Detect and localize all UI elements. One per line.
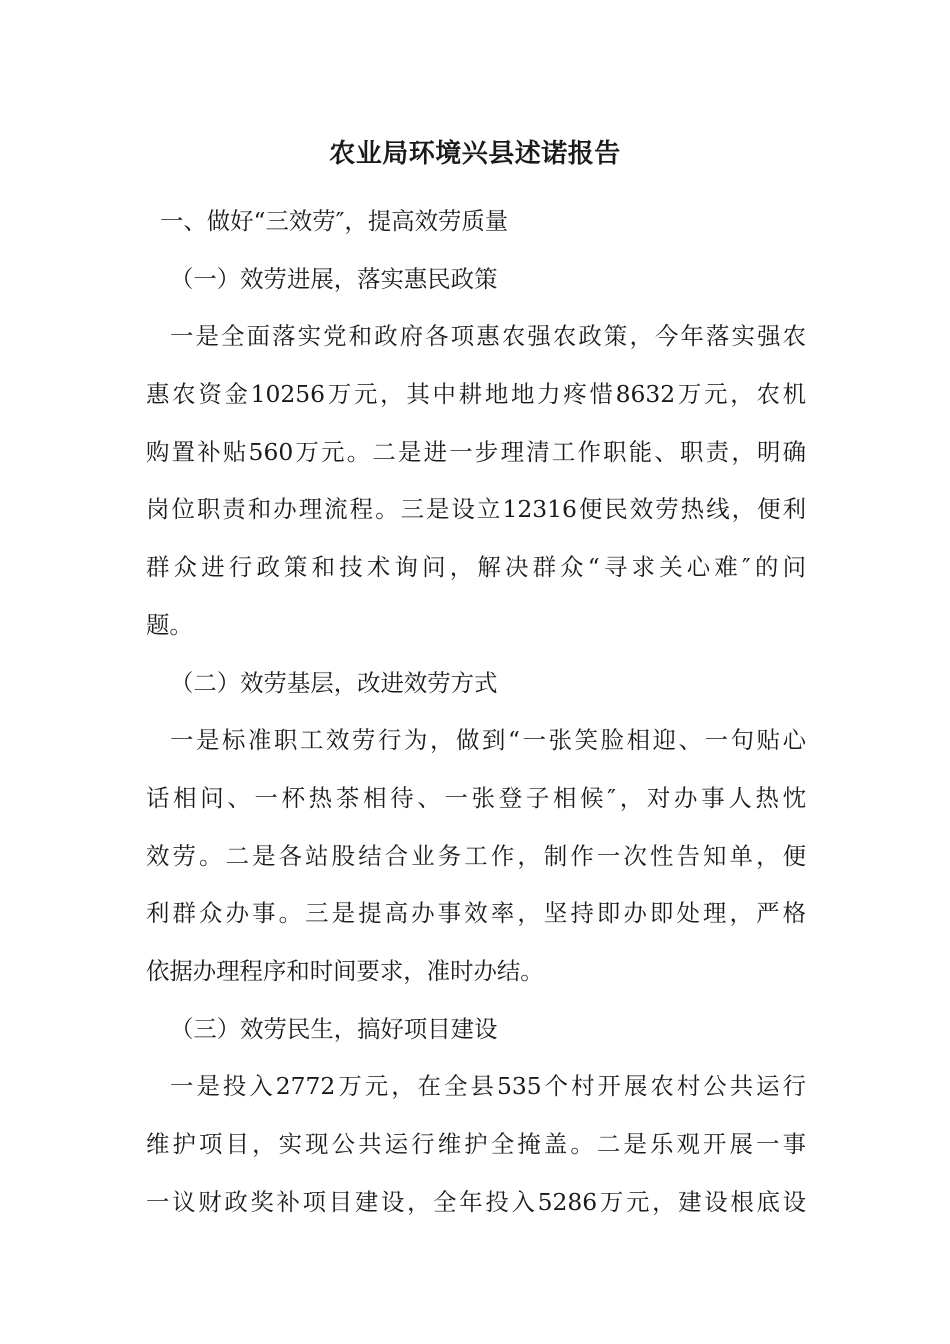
paragraph-line: 一是标准职工效劳行为，做到“一张笑脸相迎、一句贴心 (170, 726, 806, 755)
document-body (146, 200, 806, 1238)
paragraph-line: 岗位职责和办理流程。三是设立12316便民效劳热线，便利 (146, 495, 806, 524)
paragraph-line: 一是全面落实党和政府各项惠农强农政策，今年落实强农 (170, 322, 806, 351)
subsection-heading: （二）效劳基层，改进效劳方式 (170, 668, 498, 697)
paragraph-line: 效劳。二是各站股结合业务工作，制作一次性告知单，便 (146, 841, 806, 870)
paragraph-line: 购置补贴560万元。二是进一步理清工作职能、职责，明确 (146, 437, 806, 466)
section-heading: 一、做好“三效劳″，提高效劳质量 (160, 207, 509, 235)
subsection-heading: （一）效劳进展，落实惠民政策 (170, 264, 498, 293)
paragraph-line: 依据办理程序和时间要求，准时办结。 (146, 956, 544, 985)
paragraph-line: 惠农资金10256万元，其中耕地地力疼惜8632万元，农机 (146, 380, 806, 409)
paragraph-line: 话相问、一杯热茶相待、一张登子相候″，对办事人热忱 (146, 783, 806, 812)
paragraph-line: 维护项目，实现公共运行维护全掩盖。二是乐观开展一事 (146, 1130, 806, 1158)
paragraph-line: 一是投入2772万元，在全县535个村开展农村公共运行 (170, 1072, 806, 1101)
paragraph-line: 题。 (146, 610, 193, 639)
document-title: 农业局环境兴县述诺报告 (329, 139, 621, 169)
paragraph-line: 利群众办事。三是提高办事效率，坚持即办即处理，严格 (146, 899, 806, 928)
subsection-heading: （三）效劳民生，搞好项目建设 (170, 1014, 498, 1043)
paragraph-line: 群众进行政策和技术询问，解决群众“寻求关心难″的问 (146, 553, 806, 582)
paragraph-line: 一议财政奖补项目建设，全年投入5286万元，建设根底设 (146, 1187, 806, 1216)
